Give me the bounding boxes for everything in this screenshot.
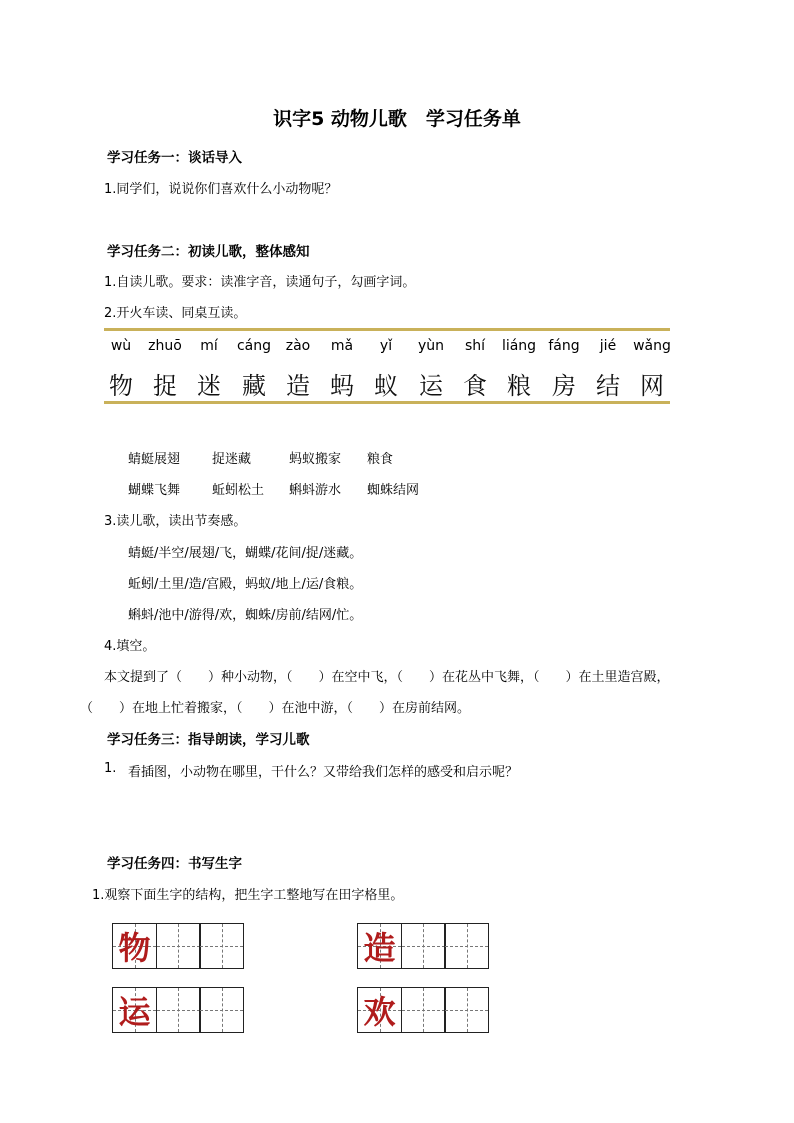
fill-blank-line-2: （ ）在地上忙着搬家，（ ）在池中游，（ ）在房前结网。 (80, 701, 471, 716)
task2-heading: 学习任务二：初读儿歌，整体感知 (107, 244, 310, 260)
word-list-item: 蜘蛛结网 (367, 483, 420, 498)
task1-heading: 学习任务一：谈话导入 (107, 150, 242, 166)
writing-grid (112, 923, 243, 969)
grid-cell[interactable] (156, 987, 201, 1033)
task3-question-number: 1. (104, 761, 117, 776)
writing-grid (112, 987, 243, 1033)
word-list-item: 粮食 (367, 452, 394, 467)
grid-cell[interactable] (444, 923, 489, 969)
pinyin-label: liáng (501, 338, 537, 354)
pinyin-label: fáng (548, 338, 580, 354)
grid-cell (112, 923, 157, 969)
grid-cell[interactable] (444, 987, 489, 1033)
hanzi-character: 蚁 (374, 372, 398, 400)
task3-question: 看插图，小动物在哪里，干什么？又带给我们怎样的感受和启示呢？ (128, 765, 519, 780)
word-list-item: 捉迷藏 (212, 452, 252, 467)
pinyin-label: yùn (417, 338, 445, 354)
hanzi-character: 迷 (197, 372, 221, 400)
task4-question: 1.观察下面生字的结构，把生字工整地写在田字格里。 (92, 888, 404, 903)
task1-question: 1.同学们，说说你们喜欢什么小动物呢？ (104, 182, 338, 197)
hanzi-character: 运 (419, 372, 443, 400)
task3-heading: 学习任务三：指导朗读，学习儿歌 (107, 732, 310, 748)
pinyin-label: yǐ (379, 338, 393, 354)
hanzi-character: 房 (552, 372, 576, 400)
sample-character: 运 (118, 993, 151, 1031)
pinyin-label: zhuō (148, 338, 182, 354)
pinyin-label: mǎ (330, 338, 354, 354)
word-list-item: 蚂蚁搬家 (289, 452, 342, 467)
hanzi-character: 粮 (507, 372, 531, 400)
pinyin-label: cáng (236, 338, 272, 354)
rhythm-line: 蚯蚓/土里/造/宫殿，蚂蚁/地上/运/食粮。 (128, 577, 363, 592)
grid-cell[interactable] (156, 923, 201, 969)
task2-question-4: 4.填空。 (104, 639, 156, 654)
pinyin-label: zào (285, 338, 311, 354)
grid-cell (357, 987, 402, 1033)
pinyin-label: wǎng (633, 338, 671, 354)
sample-character: 造 (363, 929, 396, 967)
hanzi-character: 物 (109, 372, 133, 400)
hanzi-character: 结 (596, 372, 620, 400)
hanzi-character: 食 (463, 372, 487, 400)
sample-character: 欢 (363, 993, 396, 1031)
hanzi-character: 捉 (153, 372, 177, 400)
word-list-item: 蜻蜓展翅 (128, 452, 181, 467)
grid-cell[interactable] (401, 923, 446, 969)
rhythm-line: 蜻蜓/半空/展翅/飞，蝴蝶/花间/捉/迷藏。 (128, 546, 363, 561)
task2-question-1: 1.自读儿歌。要求：读准字音，读通句子，勾画字词。 (104, 275, 416, 290)
hanzi-character: 造 (286, 372, 310, 400)
writing-grid (357, 987, 488, 1033)
rhythm-line: 蝌蚪/池中/游得/欢，蜘蛛/房前/结网/忙。 (128, 608, 363, 623)
word-list-item: 蝌蚪游水 (289, 483, 342, 498)
word-list-item: 蝴蝶飞舞 (128, 483, 181, 498)
task2-question-2: 2.开火车读、同桌互读。 (104, 306, 247, 321)
hanzi-character: 蚂 (330, 372, 354, 400)
hanzi-character: 网 (640, 372, 664, 400)
bottom-rule (104, 401, 670, 404)
fill-blank-line-1: 本文提到了（ ）种小动物，（ ）在空中飞，（ ）在花丛中飞舞，（ ）在土里造宫殿， (104, 670, 670, 685)
pinyin-label: jié (599, 338, 617, 354)
task4-heading: 学习任务四：书写生字 (107, 856, 242, 872)
pinyin-label: wù (110, 338, 132, 354)
page-title: 识字5 动物儿歌 学习任务单 (273, 108, 521, 130)
task2-question-3: 3.读儿歌，读出节奏感。 (104, 514, 247, 529)
grid-cell[interactable] (199, 987, 244, 1033)
hanzi-character: 藏 (242, 372, 266, 400)
pinyin-label: mí (200, 338, 218, 354)
sample-character: 物 (118, 929, 151, 967)
grid-cell (357, 923, 402, 969)
writing-grid (357, 923, 488, 969)
grid-cell[interactable] (199, 923, 244, 969)
word-list-item: 蚯蚓松土 (212, 483, 265, 498)
pinyin-label: shí (464, 338, 486, 354)
top-rule (104, 328, 670, 331)
grid-cell[interactable] (401, 987, 446, 1033)
grid-cell (112, 987, 157, 1033)
